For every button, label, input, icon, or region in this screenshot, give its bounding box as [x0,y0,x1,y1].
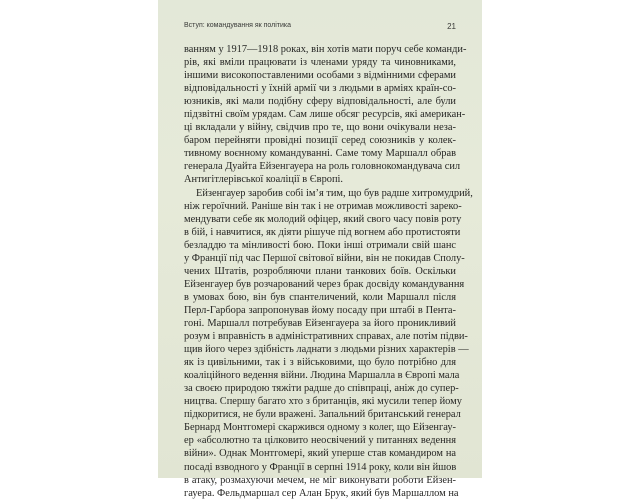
book-page [158,0,482,499]
text-line: Бернард Монтгомері скаржився одному з колег, що Ейзенгау- [184,422,456,434]
page-number: 21 [447,22,456,31]
text-line: генерала Дуайта Ейзенгауера на роль головнокомандувача сил [184,161,461,173]
text-line: в атаку, розмахуючи мечем, не міг виконувати роботи Ейзен- [184,474,456,486]
body-text [184,43,473,500]
text-line: за своєю природою тяжіти радше до співпраці, аніж до супер- [184,383,459,395]
text-line: мендувати себе як молодий офіцер, який свого часу повів роту [184,213,462,225]
text-line: рів, які вміли працювати із членами уряду та чиновниками, [184,57,456,69]
text-line: ці вкладали у війну, свідчив про те, що вони очікували неза- [184,122,456,134]
text-line: підкоритися, не були вражені. Запальний британський генерал [184,409,461,421]
text-line: Ейзенгауер був розчарований через брак досвіду командування [184,278,465,290]
text-line: ванням у 1917—1918 роках, він хотів мати поруч себе команди- [184,44,467,55]
text-line: гоні. Маршалл потребував Ейзенгауера за його проникливий [184,317,456,329]
text-line: у Франції під час Першої світової війни, він не покидав Сполу- [184,252,465,264]
text-line: в бій, і навчитися, як діяти рішуче під вогнем або протистояти [184,226,461,238]
text-line: ер «абсолютно та цілковито неосвічений у питаннях ведення [184,435,456,447]
text-line: безладдю та мінливості бою. Поки інші отримали свій шанс [184,239,456,251]
text-line: іншими високопоставленими особами з відмінними сферами [184,70,456,82]
running-head [184,22,456,34]
text-line: Антигітлерівської коаліції в Європі. [184,174,343,186]
text-line: чених Штатів, розробляючи плани танкових боїв. Оскільки [184,265,456,277]
text-line: тивному воєнному командуванні. Саме тому Маршалл обрав [184,148,456,160]
text-line: щив його через здібність ладнати з людьми різних характерів — [184,344,469,356]
text-line: як із цивільними, так і з військовими, що було потрібно для [184,357,456,369]
text-line: Перл-Гарбора запропонував йому посаду при штабі в Пента- [184,304,456,316]
text-line: в умовах бою, він був спантеличений, коли Маршалл після [184,291,456,303]
text-line: юзників, які мали подібну сферу відповідальності, але були [184,96,456,108]
text-line: ництва. Спершу багато хто з британців, які мусили тепер йому [184,396,462,408]
text-line: ніж героїчний. Раніше він так і не отримав можливості зареко- [184,200,462,212]
text-line: баром перейняти провідні позиції серед союзників у колек- [184,135,456,147]
text-line: війни». Однак Монтгомері, який уперше став командиром на [184,448,456,460]
text-line: підзвітні своїм урядам. Сам лише обсяг ресурсів, які американ- [184,109,466,121]
text-line: відповідальності у їхній армії чи з людьми в арміях країн-со- [184,83,456,95]
text-line: посаді взводного у Франції в серпні 1914 року, коли він йшов [184,461,457,473]
text-line: коаліційного ведення війни. Людина Маршалла в Європі мала [184,370,460,382]
chapter-title: Вступ: командування як політика [184,22,292,29]
text-line: гауера. Фельдмаршал сер Алан Брук, який був Маршаллом на [184,487,459,499]
text-line: Ейзенгауер заробив собі ім’я тим, що був радше хитромудрий, [196,187,473,199]
text-line: розум і вправність в адміністративних справах, але потім підви- [184,331,468,343]
